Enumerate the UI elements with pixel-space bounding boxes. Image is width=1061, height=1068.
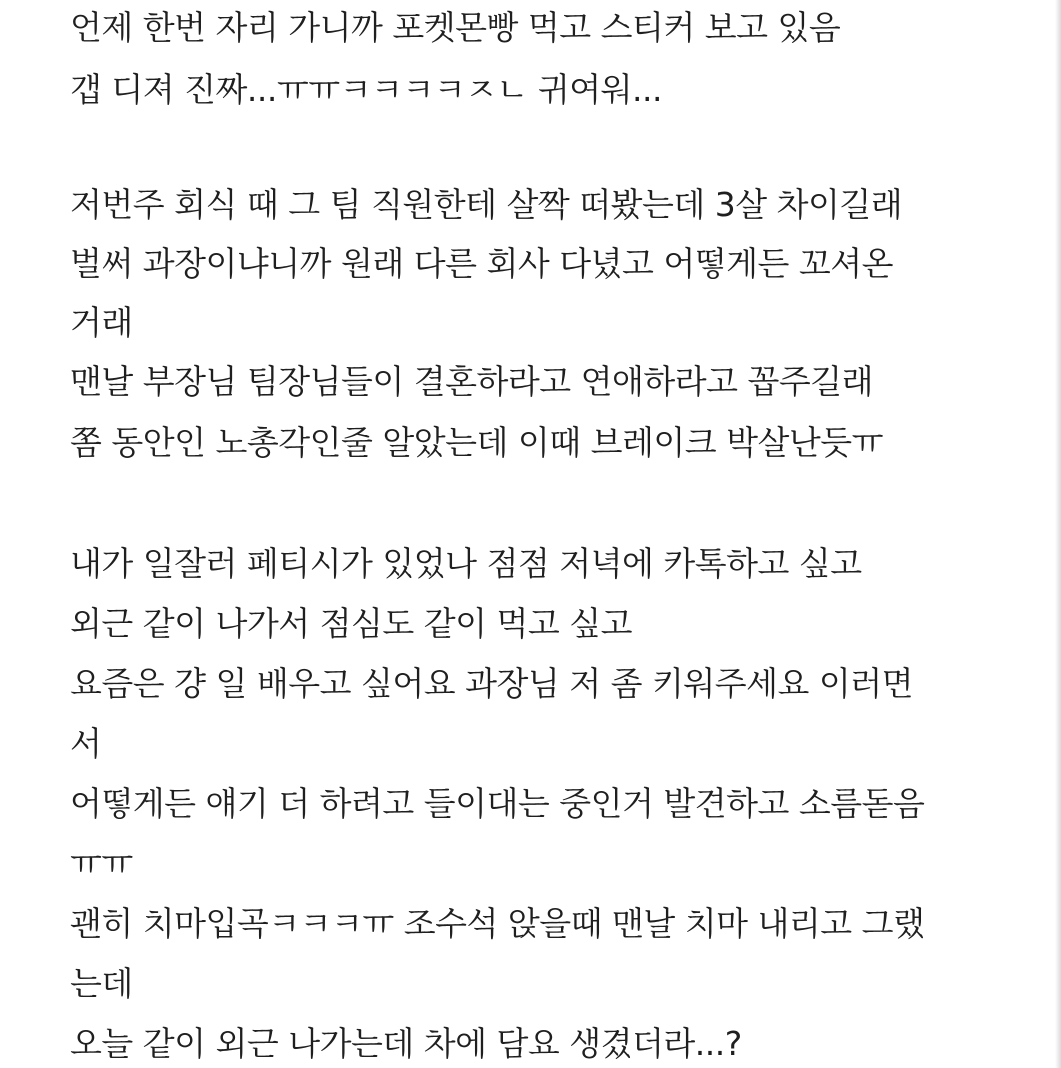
post-line: 갭 디져 진짜...ㅠㅠㅋㅋㅋㅋㅈㄴ 귀여워... xyxy=(70,70,662,109)
post-line: 언제 한번 자리 가니까 포켓몬빵 먹고 스티커 보고 있음 xyxy=(70,8,841,47)
post-body xyxy=(70,0,1030,1068)
post-line: 거래 xyxy=(70,303,133,342)
post-line: 저번주 회식 때 그 팀 직원한테 살짝 떠봤는데 3살 차이길래 xyxy=(70,185,903,224)
post-line: 맨날 부장님 팀장님들이 결혼하라고 연애하라고 꼽주길래 xyxy=(70,362,874,401)
post-line: 서 xyxy=(70,724,102,763)
post-line: 쫌 동안인 노총각인줄 알았는데 이때 브레이크 박살난듯ㅠ xyxy=(70,423,884,462)
post-line: ㅠㅠ xyxy=(70,844,133,883)
right-edge-shadow xyxy=(1055,0,1061,1068)
post-line: 어떻게든 얘기 더 하려고 들이대는 중인거 발견하고 소름돋음 xyxy=(70,784,925,823)
post-line: 벌써 과장이냐니까 원래 다른 회사 다녔고 어떻게든 꼬셔온 xyxy=(70,244,893,283)
post-line: 괜히 치마입곡ㅋㅋㅋㅠ 조수석 앉을때 맨날 치마 내리고 그랬 xyxy=(70,904,925,943)
post-line: 오늘 같이 외근 나가는데 차에 담요 생겼더라...? xyxy=(70,1024,742,1063)
post-line: 요즘은 걍 일 배우고 싶어요 과장님 저 좀 키워주세요 이러면 xyxy=(70,664,913,703)
post-line: 외근 같이 나가서 점심도 같이 먹고 싶고 xyxy=(70,604,632,643)
post-line: 내가 일잘러 페티시가 있었나 점점 저녁에 카톡하고 싶고 xyxy=(70,544,862,583)
post-line: 는데 xyxy=(70,964,133,1003)
